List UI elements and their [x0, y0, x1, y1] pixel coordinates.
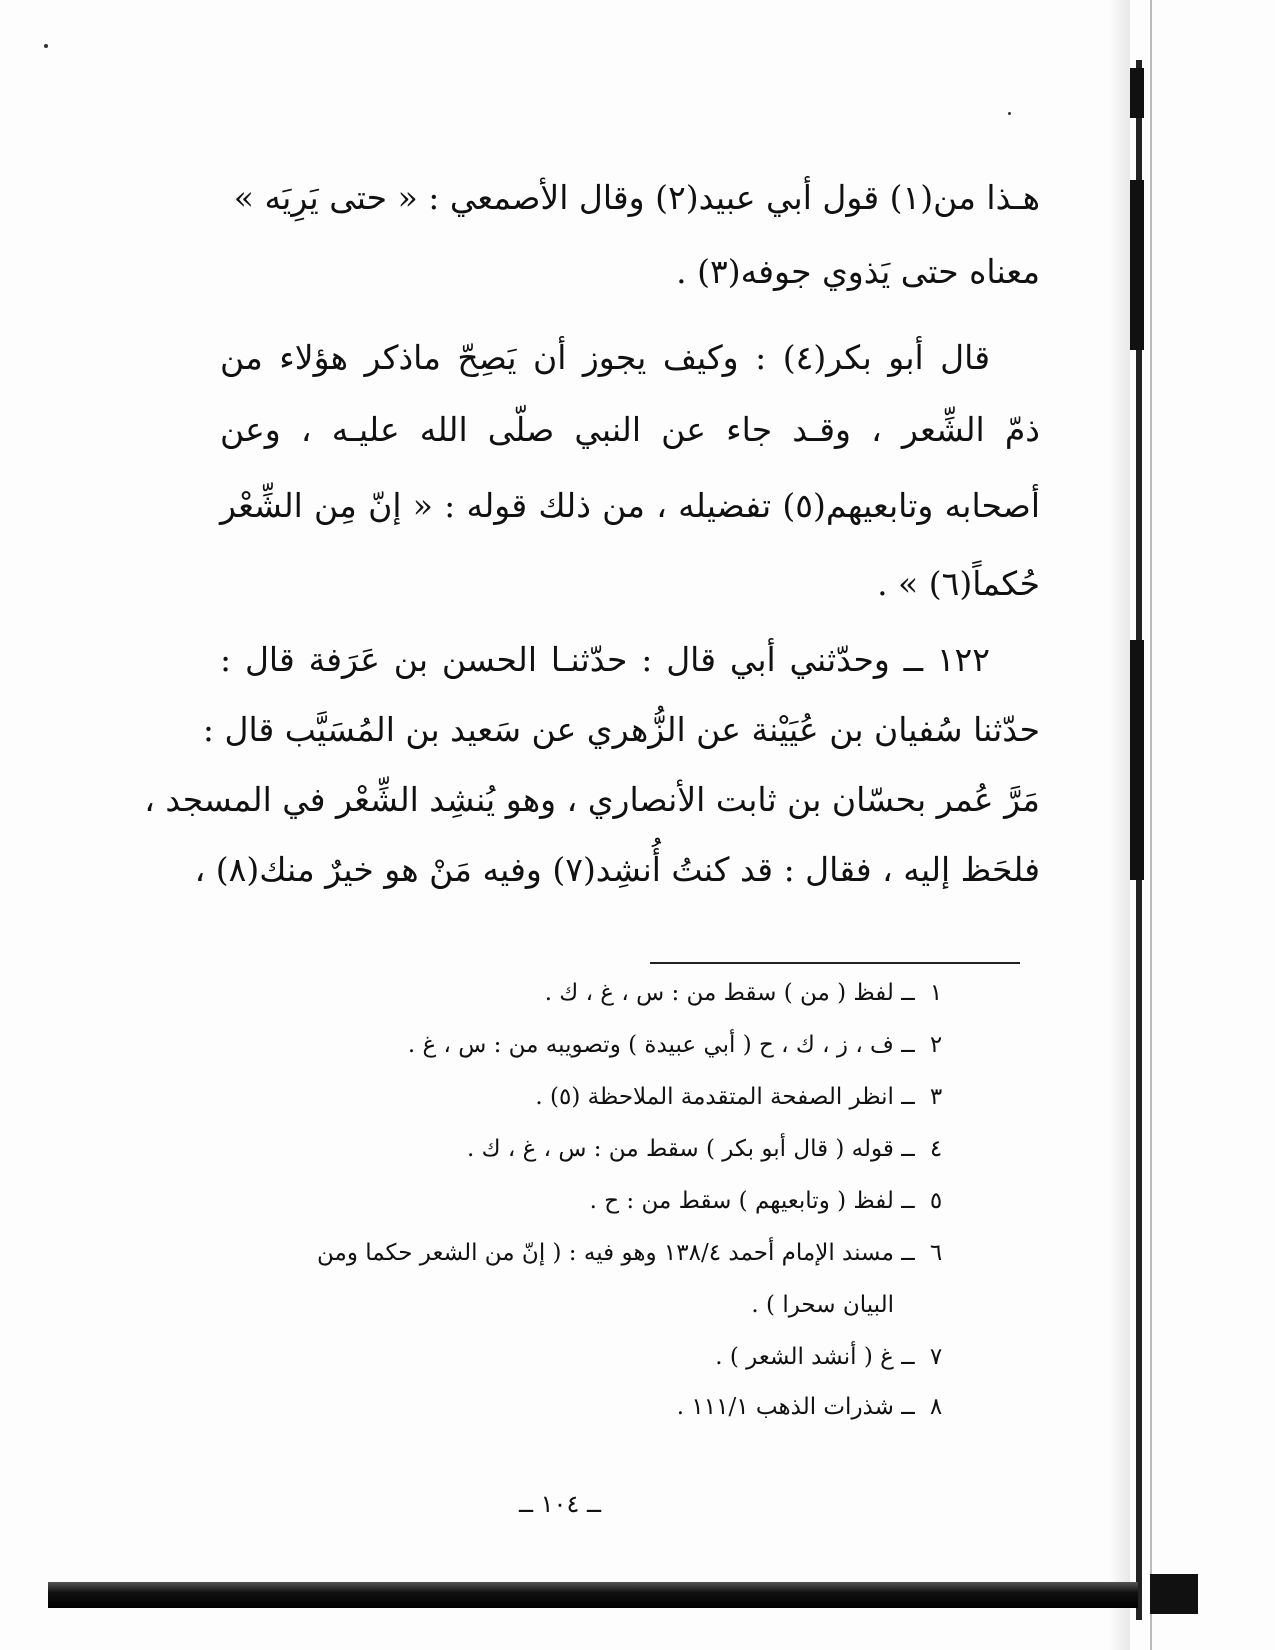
footnote-text: ــ شذرات الذهب ١١١/١ .: [676, 1394, 915, 1420]
footnote-text: ــ مسند الإمام أحمد ١٣٨/٤ وهو فيه : ( إنّ من الشعر حكما ومن: [317, 1240, 915, 1266]
footnote: [317, 1240, 950, 1266]
footnote: [590, 1188, 950, 1214]
footnote-number: ٧: [929, 1344, 943, 1370]
scan-edge-line-faint: [1150, 0, 1152, 1650]
footnote: [408, 1032, 950, 1058]
footnote: [715, 1344, 950, 1370]
footnote: [677, 1394, 950, 1420]
footnote-text: البيان سحرا ) .: [751, 1292, 894, 1318]
footnote-continuation: [751, 1292, 894, 1318]
scan-edge-mark: [1130, 68, 1144, 118]
footnote: [467, 1136, 950, 1162]
text-line: مَرَّ عُمر بحسّان بن ثابت الأنصاري ، وهو يُنشِد الشِّعْر في المسجد ،: [144, 780, 1040, 819]
footnote-number: ٦: [929, 1240, 943, 1266]
scan-bottom-corner: [1150, 1574, 1198, 1614]
text-line: معناه حتى يَذوي جوفه(٣) .: [676, 252, 1040, 291]
text-line: ١٢٢ ــ وحدّثني أبي قال : حدّثنـا الحسن بن عَرَفة قال :: [220, 640, 990, 679]
scan-speck: [1008, 112, 1011, 115]
text-line: ذمّ الشِّعر ، وقـد جاء عن النبي صلّى الله عليـه ، وعن: [220, 410, 1040, 449]
scan-speck: [44, 44, 48, 48]
footnote-text: ــ انظر الصفحة المتقدمة الملاحظة (٥) .: [535, 1084, 915, 1110]
footnote-number: ١: [929, 980, 943, 1006]
footnote: [545, 980, 950, 1006]
scan-bottom-bar: [48, 1582, 1138, 1608]
text-line: أصحابه وتابعيهم(٥) تفضيله ، من ذلك قوله : « إنّ مِن الشِّعْر: [220, 486, 1040, 525]
footnote: [535, 1084, 950, 1110]
footnote-text: ــ غ ( أنشد الشعر ) .: [715, 1344, 915, 1370]
footnote-number: ٢: [929, 1032, 943, 1058]
footnote-text: ــ ف ، ز ، ك ، ح ( أبي عبيدة ) وتصويبه من : س ، غ .: [407, 1032, 915, 1058]
footnote-text: ــ لفظ ( من ) سقط من : س ، غ ، ك .: [544, 980, 915, 1006]
footnotes: [190, 980, 950, 1420]
footnote-separator: [650, 962, 1020, 964]
main-text: [144, 170, 1040, 930]
scan-edge-mark: [1130, 640, 1144, 880]
footnote-text: ــ قوله ( قال أبو بكر ) سقط من : س ، غ ، ك .: [466, 1136, 915, 1162]
text-line: هـذا من(١) قول أبي عبيد(٢) وقال الأصمعي : « حتى يَرِيَه »: [233, 178, 1040, 217]
scan-edge-mark: [1130, 180, 1144, 350]
footnote-number: ٤: [929, 1136, 943, 1162]
page-number: ــ ١٠٤ ــ: [518, 1490, 602, 1518]
footnote-number: ٨: [929, 1394, 943, 1420]
text-line: قال أبو بكر(٤) : وكيف يجوز أن يَصِحّ ماذكر هؤلاء من: [220, 338, 990, 377]
text-line: حُكماً(٦) » .: [877, 564, 1040, 603]
footnote-number: ٣: [929, 1084, 943, 1110]
text-line: حدّثنا سُفيان بن عُيَيْنة عن الزُّهري عن سَعيد بن المُسَيَّب قال :: [202, 710, 1040, 749]
text-line: فلحَظ إليه ، فقال : قد كنتُ أُنشِد(٧) وفيه مَنْ هو خيرٌ منك(٨) ،: [194, 850, 1040, 889]
footnote-number: ٥: [929, 1188, 943, 1214]
scan-edge-shadow: [1108, 0, 1130, 1650]
footnote-text: ــ لفظ ( وتابعيهم ) سقط من : ح .: [589, 1188, 915, 1214]
